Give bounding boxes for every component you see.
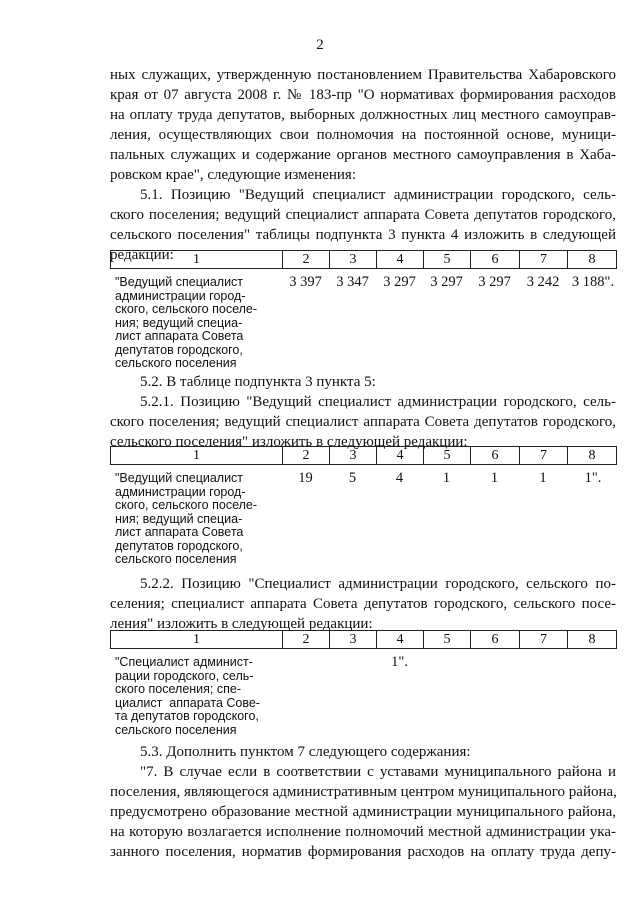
table-3-value: 1".: [391, 654, 408, 670]
column-header: 7: [520, 631, 568, 649]
column-header: 1: [111, 251, 283, 269]
column-header: 2: [283, 631, 330, 649]
table-1-value: 3 242: [526, 274, 560, 290]
paragraph-5-1-line: 5.1. Позицию "Ведущий специалист администрации городского, сель-: [140, 187, 616, 203]
page-number: 2: [316, 37, 324, 53]
table-1-header: [110, 250, 617, 269]
column-header: 2: [283, 251, 330, 269]
column-header: 7: [520, 447, 568, 465]
table-2-value: 1".: [584, 470, 602, 486]
column-header: 7: [520, 251, 568, 269]
intro-line: края от 07 августа 2008 г. № 183-пр "О нормативах формирования расходов: [110, 87, 616, 103]
table-1-value: 3 297: [478, 274, 511, 290]
intro-line: на оплату труда депутатов, выборных должностных лиц местного самоуправ-: [110, 107, 616, 123]
column-header: 6: [471, 251, 520, 269]
column-header: 5: [424, 631, 471, 649]
table-2-value: 1: [442, 470, 451, 486]
paragraph-7-line: поселения, являющегося административным центром муниципального района,: [110, 784, 617, 800]
paragraph-5-1-line: ского поселения; ведущий специалист аппарата Совета депутатов городского,: [110, 207, 616, 223]
table-3-header: [110, 630, 617, 649]
table-3-position-name: "Специалист админист- рации городского, сель- ского поселения; спе- циалист аппарата Сове- та депутатов городского, сельского поселения: [115, 655, 260, 737]
column-header: 3: [330, 631, 377, 649]
paragraph-5-2-1-line: сельского поселения" изложить в следующей редакции:: [110, 434, 468, 450]
table-2-value: 4: [395, 470, 404, 486]
column-header: 5: [424, 447, 471, 465]
column-header: 6: [471, 631, 520, 649]
table-2-value: 1: [490, 470, 499, 486]
column-header: 1: [111, 631, 283, 649]
intro-line: ления, осуществляющих свои полномочия на постоянной основе, муници-: [110, 127, 616, 143]
paragraph-5-1-line: редакции:: [110, 247, 174, 263]
paragraph-5-2-2-line: 5.2.2. Позицию "Специалист администрации городского, сельского по-: [140, 576, 616, 592]
paragraph-7-line: "7. В случае если в соответствии с уставами муниципального района и: [140, 764, 616, 780]
paragraph-5-2: 5.2. В таблице подпункта 3 пункта 5:: [140, 374, 376, 390]
column-header: 3: [330, 447, 377, 465]
column-header: 8: [568, 447, 617, 465]
column-header: 2: [283, 447, 330, 465]
column-header: 4: [377, 251, 424, 269]
column-header: 8: [568, 631, 617, 649]
column-header: 5: [424, 251, 471, 269]
paragraph-5-2-2-line: селения; специалист аппарата Совета депутатов городского, сельского посе-: [110, 596, 616, 612]
paragraph-7-line: занного поселения, норматив формирования расходов на оплату труда депу-: [110, 844, 616, 860]
paragraph-5-3: 5.3. Дополнить пунктом 7 следующего содержания:: [140, 744, 471, 760]
table-1-value: 3 297: [383, 274, 416, 290]
column-header: 1: [111, 447, 283, 465]
paragraph-5-2-1-line: 5.2.1. Позицию "Ведущий специалист администрации городского, сель-: [140, 394, 616, 410]
intro-line: ровском крае", следующие изменения:: [110, 167, 356, 183]
column-header: 8: [568, 251, 617, 269]
table-2-value: 19: [298, 470, 313, 486]
table-2-header: [110, 446, 617, 465]
table-1-value: 3 297: [430, 274, 463, 290]
table-2-value: 1: [539, 470, 547, 486]
paragraph-5-2-1-line: ского поселения; ведущий специалист аппарата Совета депутатов городского,: [110, 414, 616, 430]
table-1-position-name: "Ведущий специалист администрации город- ского, сельского поселе- ния; ведущий специа- лист аппарата Совета депутатов городского, сельского поселения: [115, 275, 258, 370]
paragraph-7-line: предусмотрено образование местной администрации муниципального района,: [110, 804, 616, 820]
table-1-value: 3 347: [336, 274, 369, 290]
paragraph-7-line: на которую возлагается исполнение полномочий местной администрации ука-: [110, 824, 616, 840]
table-1-value: 3 188".: [571, 274, 615, 290]
paragraph-5-2-2-line: ления" изложить в следующей редакции:: [110, 616, 373, 632]
table-1-value: 3 397: [289, 274, 322, 290]
column-header: 4: [377, 631, 424, 649]
table-2-position-name: "Ведущий специалист администрации город- ского, сельского поселе- ния; ведущий специа- лист аппарата Совета депутатов городского, сельского поселения: [115, 471, 258, 566]
intro-line: пальных служащих и содержание органов местного самоуправления в Хаба-: [110, 147, 616, 163]
column-header: 3: [330, 251, 377, 269]
table-2-value: 5: [348, 470, 357, 486]
paragraph-5-1-line: сельского поселения" таблицы подпункта 3 пункта 4 изложить в следующей: [110, 227, 616, 243]
column-header: 6: [471, 447, 520, 465]
intro-line: ных служащих, утвержденную постановлением Правительства Хабаровского: [110, 67, 616, 83]
column-header: 4: [377, 447, 424, 465]
